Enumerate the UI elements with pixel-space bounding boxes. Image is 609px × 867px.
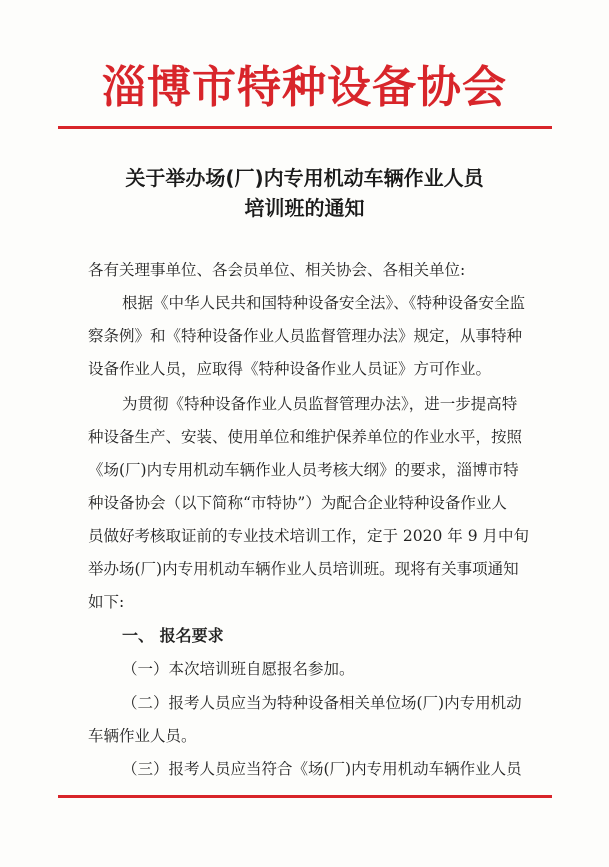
footer-rule xyxy=(58,795,552,798)
letterhead-org-name: 淄博市特种设备协会 xyxy=(102,62,507,113)
section-heading: 一、 报名要求 xyxy=(122,626,224,645)
paragraph-line: 设备作业人员，应取得《特种设备作业人员证》方可作业。 xyxy=(88,360,492,378)
list-item-line: （一）本次培训班自愿报名参加。 xyxy=(122,660,355,678)
paragraph-line: 举办场(厂)内专用机动车辆作业人员培训班。现将有关事项通知 xyxy=(88,560,519,578)
paragraph-line: 如下: xyxy=(88,593,125,611)
list-item-line: （二）报考人员应当为特种设备相关单位场(厂)内专用机动 xyxy=(122,694,522,712)
paragraph-line: 种设备协会（以下简称“市特协”）为配合企业特种设备作业人 xyxy=(88,494,507,512)
list-item-line: 车辆作业人员。 xyxy=(88,727,197,745)
paragraph-line: 员做好考核取证前的专业技术培训工作，定于 2020 年 9 月中旬 xyxy=(88,527,530,545)
paragraph-line: 察条例》和《特种设备作业人员监督管理办法》规定，从事特种 xyxy=(88,327,523,345)
paragraph-line: 《场(厂)内专用机动车辆作业人员考核大纲》的要求，淄博市特 xyxy=(88,461,519,479)
list-item-line: （三）报考人员应当符合《场(厂)内专用机动车辆作业人员 xyxy=(122,760,522,778)
paragraph-line: 为贯彻《特种设备作业人员监督管理办法》，进一步提高特 xyxy=(122,395,518,413)
salutation: 各有关理事单位、各会员单位、相关协会、各相关单位: xyxy=(88,261,466,279)
doc-title-line-2: 培训班的通知 xyxy=(244,196,365,220)
letterhead-rule xyxy=(58,126,552,129)
paragraph-line: 根据《中华人民共和国特种设备安全法》、《特种设备安全监 xyxy=(122,294,526,312)
paragraph-line: 种设备生产、安装、使用单位和维护保养单位的作业水平，按照 xyxy=(88,428,523,446)
doc-title-line-1: 关于举办场(厂)内专用机动车辆作业人员 xyxy=(125,166,484,190)
